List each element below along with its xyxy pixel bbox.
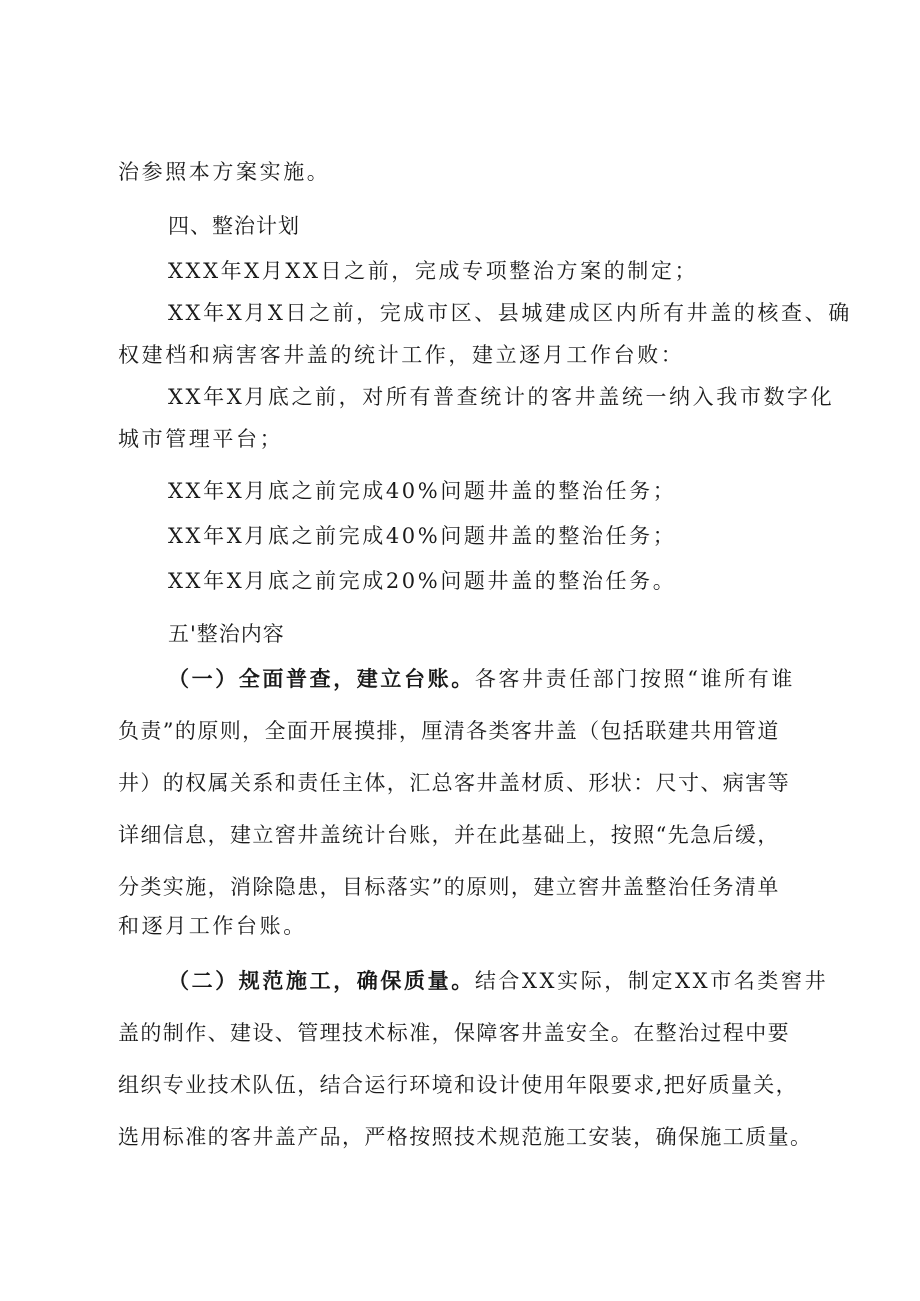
plan-item-line: XX年X月底之前完成20%问题井盖的整治任务。 bbox=[168, 569, 677, 593]
paragraph-line: 治参照本方案实施。 bbox=[118, 160, 331, 184]
plan-item-line: 城市管理平台； bbox=[118, 427, 284, 451]
paragraph-line: 和逐月工作台账。 bbox=[118, 914, 307, 938]
plan-item-line: XXX年X月XX日之前，完成专项整治方案的制定； bbox=[168, 259, 699, 283]
paragraph-line: 选用标准的客井盖产品，严格按照技术规范施工安装，确保施工质量。 bbox=[118, 1125, 813, 1149]
plan-item-line: 权建档和病害客井盖的统计工作，建立逐月工作台败： bbox=[118, 343, 685, 367]
plan-item-line: XX年X月X日之前，完成市区、县城建成区内所有井盖的核查、确 bbox=[168, 301, 852, 325]
plan-item-line: XX年X月底之前完成40%问题井盖的整治任务； bbox=[168, 524, 677, 548]
paragraph-line: 井）的权属关系和责任主体，汇总客井盖材质、形状：尺寸、病害等 bbox=[118, 771, 790, 795]
paragraph-line: 详细信息，建立窖井盖统计台账，并在此基础上，按照“先急后缓， bbox=[118, 823, 780, 847]
paragraph-text: 结合XX实际，制定XX市名类窖井 bbox=[474, 969, 829, 993]
section-heading-plan: 四、整治计划 bbox=[168, 214, 300, 238]
bold-lead-construction: （二）规范施工，确保质量。 bbox=[168, 968, 475, 993]
paragraph-line: 分类实施，消除隐患，目标落实”的原则，建立窖井盖整治任务清单 bbox=[118, 875, 780, 899]
paragraph-line: 盖的制作、建设、管理技术标准，保障客井盖安全。在整治过程中要 bbox=[118, 1021, 790, 1045]
plan-item-line: XX年X月底之前，对所有普查统计的客井盖统一纳入我市数字化 bbox=[168, 385, 835, 409]
paragraph-line: 组织专业技术队伍，结合运行环境和设计使用年限要求,把好质量关， bbox=[118, 1073, 799, 1097]
plan-item-line: XX年X月底之前完成40%问题井盖的整治任务； bbox=[168, 479, 677, 503]
bold-lead-survey: （一）全面普查，建立台账。 bbox=[168, 666, 475, 691]
paragraph-line bbox=[168, 664, 795, 694]
paragraph-text: 各客井责任部门按照“谁所有谁 bbox=[474, 667, 795, 691]
section-heading-content: 五'整治内容 bbox=[168, 622, 285, 646]
paragraph-line bbox=[168, 966, 828, 996]
paragraph-line: 负责”的原则，全面开展摸排，厘清各类客井盖（包括联建共用管道 bbox=[118, 719, 780, 743]
